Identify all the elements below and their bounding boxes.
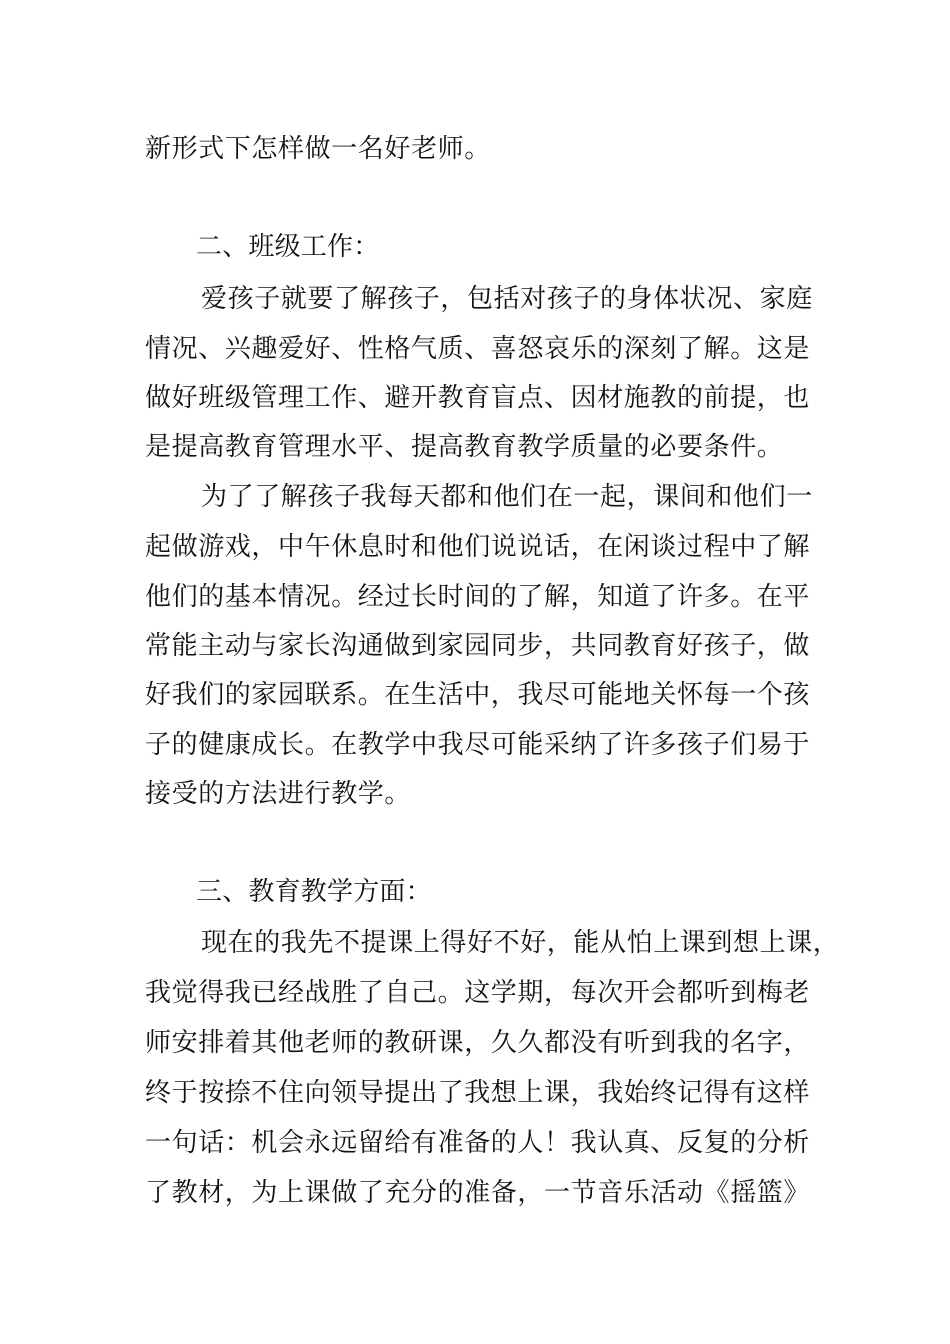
text-line: 为了了解孩子我每天都和他们在一起，课间和他们一 (201, 482, 813, 512)
text-line: 师安排着其他老师的教研课，久久都没有听到我的名字， (145, 1028, 811, 1058)
text-line: 我觉得我已经战胜了自己。这学期，每次开会都听到梅老 (145, 978, 811, 1008)
text-line: 情况、兴趣爱好、性格气质、喜怒哀乐的深刻了解。这是 (145, 334, 811, 364)
text-line: 了教材，为上课做了充分的准备，一节音乐活动《摇篮》 (145, 1178, 811, 1208)
text-line: 子的健康成长。在教学中我尽可能采纳了许多孩子们易于 (145, 730, 811, 760)
text-line: 接受的方法进行教学。 (145, 779, 412, 809)
text-line: 现在的我先不提课上得好不好，能从怕上课到想上课， (201, 928, 840, 958)
text-line: 新形式下怎样做一名好老师。 (145, 134, 491, 164)
section-heading-teaching: 三、教育教学方面： (196, 877, 432, 907)
text-line: 终于按捺不住向领导提出了我想上课，我始终记得有这样 (145, 1078, 811, 1108)
text-line: 好我们的家园联系。在生活中，我尽可能地关怀每一个孩 (145, 680, 811, 710)
text-line: 起做游戏，中午休息时和他们说说话，在闲谈过程中了解 (145, 532, 811, 562)
text-line: 常能主动与家长沟通做到家园同步，共同教育好孩子，做 (145, 631, 811, 661)
section-heading-class-work: 二、班级工作： (196, 232, 380, 262)
text-line: 一句话：机会永远留给有准备的人！我认真、反复的分析 (145, 1128, 811, 1158)
text-line: 做好班级管理工作、避开教育盲点、因材施教的前提，也 (145, 383, 811, 413)
text-line: 爱孩子就要了解孩子，包括对孩子的身体状况、家庭 (201, 284, 813, 314)
text-line: 是提高教育管理水平、提高教育教学质量的必要条件。 (145, 432, 784, 462)
text-line: 他们的基本情况。经过长时间的了解，知道了许多。在平 (145, 582, 811, 612)
